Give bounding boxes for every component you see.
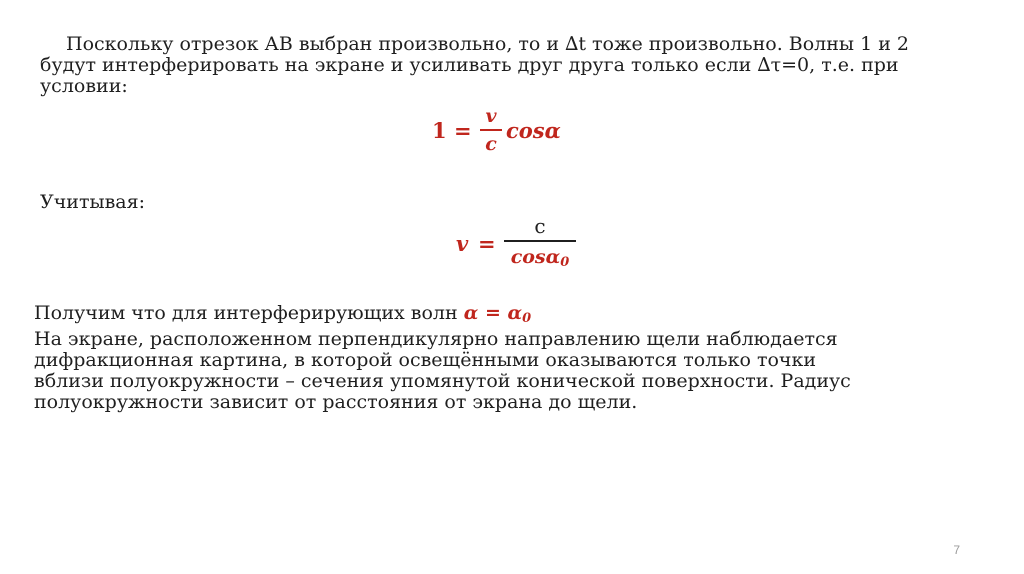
inline-alpha-equals: =: [478, 302, 508, 324]
page-number: 7: [953, 543, 960, 557]
formula2-denominator-sub: 0: [560, 255, 570, 270]
conclusion-line-5: полуокружности зависит от расстояния от экрана до щели.: [34, 391, 638, 413]
formula2-denominator: [504, 245, 576, 275]
conclusion-paragraph: [34, 303, 851, 413]
considering-label: Учитывая:: [40, 191, 146, 213]
formula1-fraction: [480, 104, 502, 156]
formula1-equals: =: [454, 118, 472, 143]
conclusion-line-1: [34, 303, 851, 329]
formula2-lhs: v: [456, 231, 469, 256]
formula1-cos-term: cosα: [506, 118, 561, 143]
intro-line-2: будут интерферировать на экране и усиливать друг друга только если ∆τ=0, т.е. при: [40, 54, 899, 76]
conclusion-line-1-text: Получим что для интерферирующих волн: [34, 302, 464, 324]
formula1-numerator: v: [485, 105, 497, 127]
formula2-equals: =: [478, 231, 496, 256]
inline-alpha-sub: 0: [522, 311, 532, 326]
intro-paragraph: [40, 34, 909, 97]
intro-line-1: Поскольку отрезок АВ выбран произвольно, то и ∆t тоже произвольно. Волны 1 и 2: [66, 33, 909, 55]
formula2-denominator-base: cosα: [510, 246, 561, 268]
conclusion-line-4: вблизи полуокружности – сечения упомянутой конической поверхности. Радиус: [34, 370, 851, 392]
formula2-fraction-bar: [504, 240, 576, 242]
formula1-fraction-bar: [480, 129, 502, 131]
inline-alpha-equation: [464, 302, 531, 324]
formula2-fraction: [504, 214, 576, 275]
formula1-lhs: 1: [432, 118, 447, 143]
conclusion-line-3: дифракционная картина, в которой освещёнными оказываются только точки: [34, 349, 817, 371]
inline-alpha-lhs: α: [463, 302, 479, 324]
conclusion-line-2: На экране, расположенном перпендикулярно направлению щели наблюдается: [34, 328, 838, 350]
inline-alpha-rhs: α: [507, 302, 523, 324]
formula2-numerator: c: [534, 214, 546, 238]
formula1-denominator: c: [485, 133, 497, 155]
intro-line-3: условии:: [40, 75, 128, 97]
